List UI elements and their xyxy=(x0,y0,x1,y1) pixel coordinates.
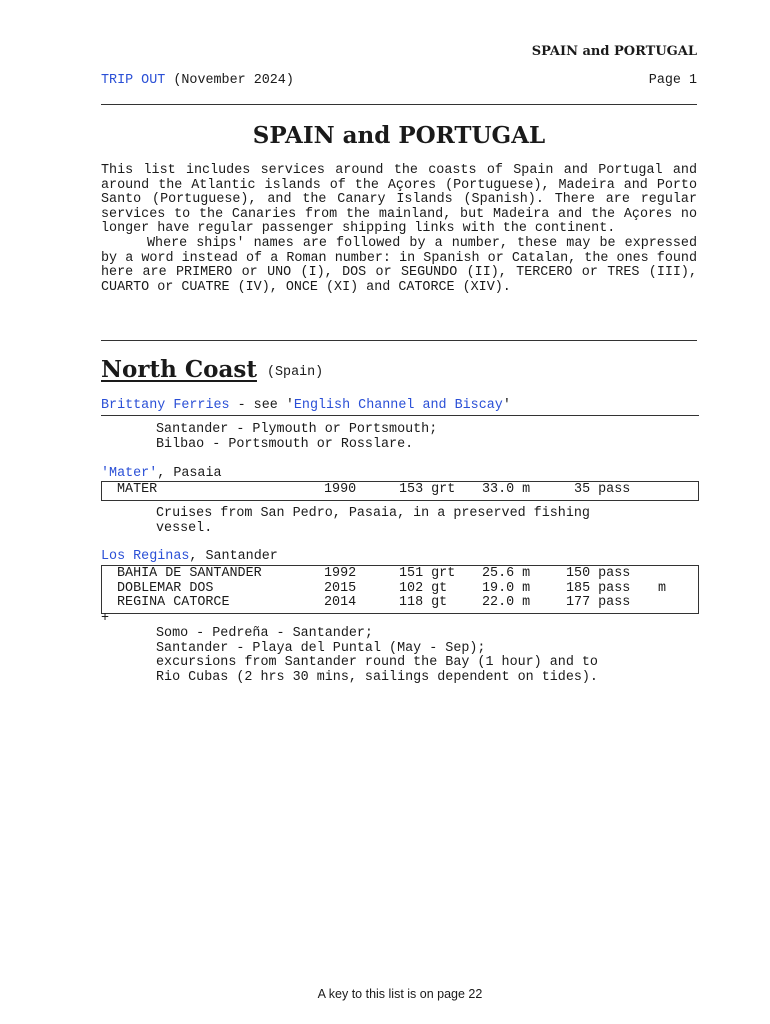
operator-place: , Pasaia xyxy=(157,466,222,481)
operator-link-brittany[interactable]: Brittany Ferries xyxy=(101,398,230,413)
running-head: SPAIN and PORTUGAL xyxy=(531,44,697,59)
document-title: SPAIN and PORTUGAL xyxy=(252,122,546,149)
ship-name: DOBLEMAR DOS xyxy=(117,580,214,596)
see-text-end: ' xyxy=(502,398,511,413)
page-footer: A key to this list is on page 22 xyxy=(317,987,483,1001)
ship-passengers: 150 pass xyxy=(566,566,631,581)
page-number: Page 1 xyxy=(648,73,697,88)
mater-notes: Cruises from San Pedro, Pasaia, in a preserved fishing vessel. xyxy=(156,506,590,536)
ship-tonnage: 118 gt xyxy=(399,595,448,611)
page-header xyxy=(101,74,697,89)
ship-passengers: 185 pass xyxy=(566,580,631,596)
table-row xyxy=(102,483,698,498)
intro-text xyxy=(101,164,697,295)
intro-paragraph-1: This list includes services around the coasts of Spain and Portugal and around the Atlantic islands of the Açores (Portuguese), Madeira and Porto Santo (Portuguese), and the Canary Islands (Spanish). There are regular services to the Canaries from the mainland, but Madeira and the Açores no longer have regular passenger shipping links with the continent. xyxy=(101,163,697,237)
ship-name: BAHIA DE SANTANDER xyxy=(117,566,262,581)
plus-marker: + xyxy=(101,611,110,626)
fleet-table-mater xyxy=(101,481,699,501)
reginas-notes: Somo - Pedreña - Santander; Santander - Playa del Puntal (May - Sep); excursions from Santander round the Bay (1 hour) and to Rio Cubas (2 hrs 30 mins, sailings dependent on tides). xyxy=(156,626,598,685)
table-row xyxy=(102,596,698,611)
ship-name: MATER xyxy=(117,482,158,497)
operator-place: , Santander xyxy=(189,549,278,564)
ship-tonnage: 151 grt xyxy=(399,566,456,581)
ship-year: 1990 xyxy=(324,482,357,497)
operator-link-los-reginas[interactable]: Los Reginas xyxy=(101,549,190,564)
section-subtitle: (Spain) xyxy=(266,365,324,380)
section-title: North Coast xyxy=(101,356,257,383)
section-heading xyxy=(101,356,323,383)
operator-mater xyxy=(101,467,222,482)
trip-out-link[interactable]: TRIP OUT xyxy=(101,73,166,88)
ship-length: 19.0 m xyxy=(482,580,531,596)
operator-los-reginas xyxy=(101,550,278,565)
table-row xyxy=(102,582,698,597)
see-link-english-channel[interactable]: English Channel and Biscay xyxy=(293,398,503,413)
ship-length: 33.0 m xyxy=(482,482,531,497)
ship-name: REGINA CATORCE xyxy=(117,595,230,611)
ship-tonnage: 102 gt xyxy=(399,580,448,596)
ship-year: 2014 xyxy=(324,595,357,611)
header-divider xyxy=(101,104,697,105)
ship-passengers: 35 pass xyxy=(566,482,631,497)
ship-tonnage: 153 grt xyxy=(399,482,456,497)
fleet-table-los-reginas xyxy=(101,565,699,614)
ship-note: m xyxy=(658,580,667,596)
brittany-routes: Santander - Plymouth or Portsmouth; Bilbao - Portsmouth or Rosslare. xyxy=(156,422,438,452)
ship-year: 1992 xyxy=(324,566,357,581)
ship-length: 25.6 m xyxy=(482,566,531,581)
intro-divider xyxy=(101,340,697,341)
see-text: - see ' xyxy=(229,398,294,413)
header-date: (November 2024) xyxy=(165,73,294,88)
ship-length: 22.0 m xyxy=(482,595,531,611)
operator-link-mater[interactable]: 'Mater' xyxy=(101,466,158,481)
intro-paragraph-2: Where ships' names are followed by a number, these may be expressed by a word instead of a Roman number: in Spanish or Catalan, the ones found here are PRIMERO or UNO (I), DOS or SEGUNDO (II), TERCERO or TRES (III), CUARTO or CUATRE (IV), ONCE (XI) and CATORCE (XIV). xyxy=(101,235,697,295)
operator-brittany-ferries xyxy=(101,399,699,416)
ship-passengers: 177 pass xyxy=(566,595,631,611)
ship-year: 2015 xyxy=(324,580,357,596)
table-row xyxy=(102,567,698,582)
